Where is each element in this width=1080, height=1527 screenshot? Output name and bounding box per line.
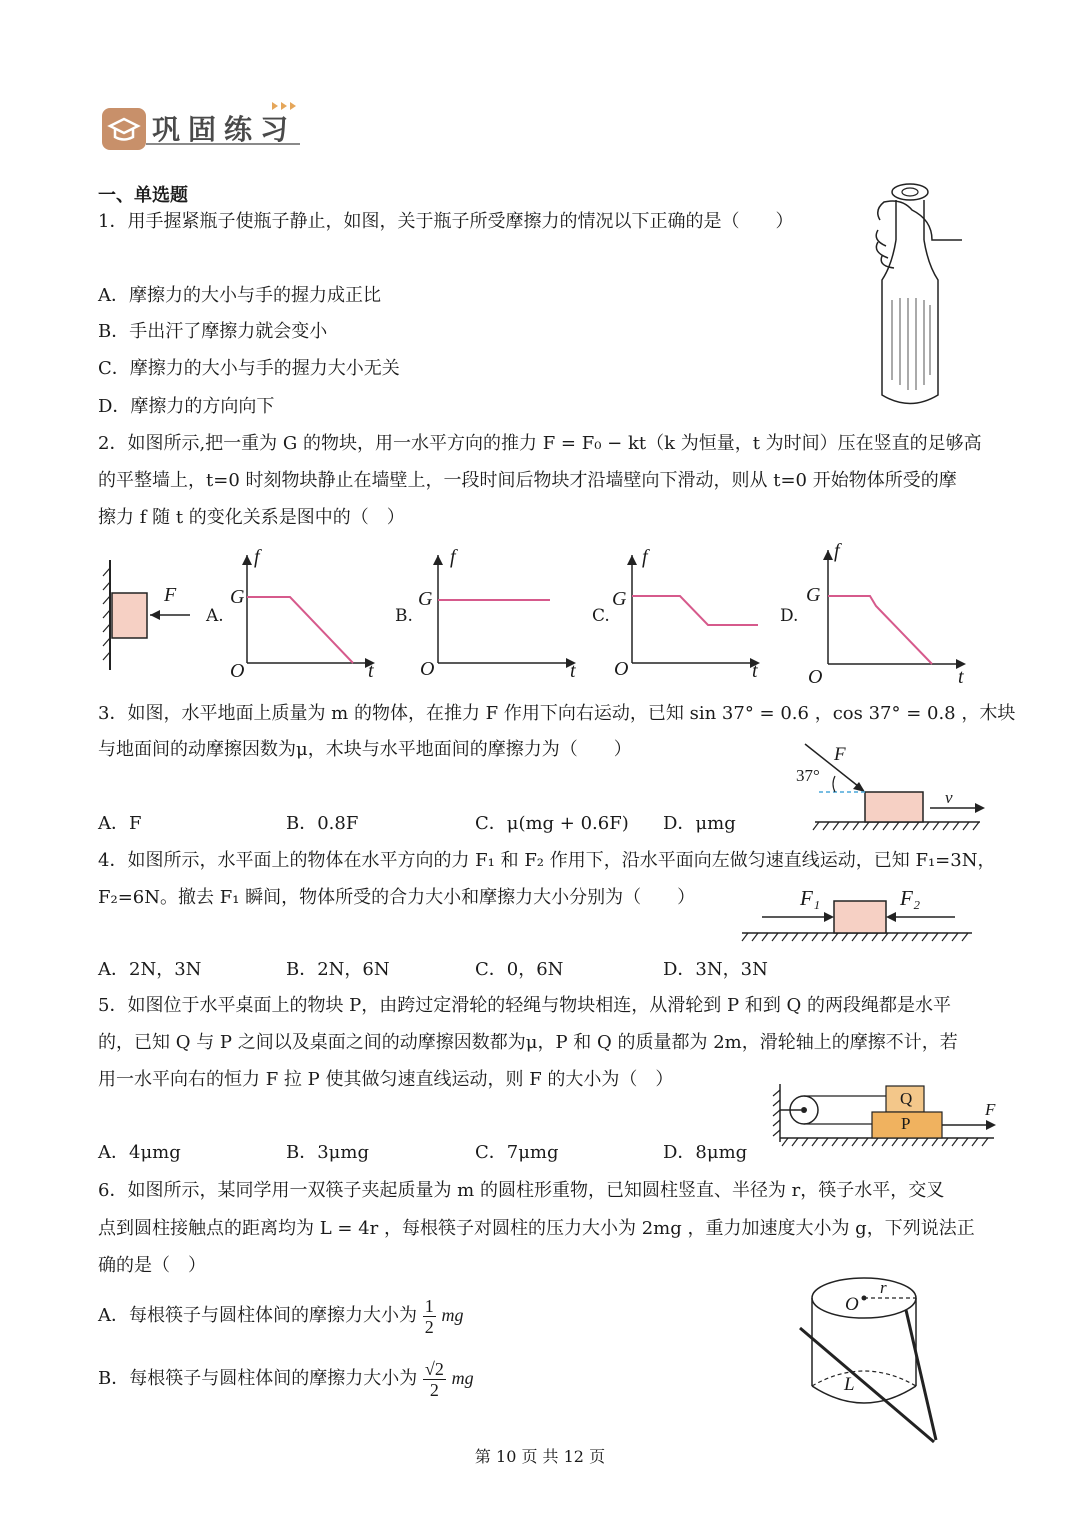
graph-c-origin: O <box>614 658 629 680</box>
q1-option-a: A．摩擦力的大小与手的握力成正比 <box>98 285 381 306</box>
q1-option-d: D．摩擦力的方向向下 <box>98 396 275 417</box>
q3-option-c: C．μ(mg + 0.6F) <box>475 813 629 834</box>
q6-option-a <box>98 1295 463 1337</box>
graph-c-option: C. <box>592 606 610 626</box>
q1-option-c: C．摩擦力的大小与手的握力大小无关 <box>98 358 400 379</box>
q6-option-a-unit: mg <box>441 1305 464 1325</box>
q5-force-label: F <box>985 1100 996 1119</box>
q6-center-label: O <box>845 1294 859 1315</box>
pulley-figure <box>772 1082 1002 1152</box>
q3-option-b: B．0.8F <box>286 813 359 834</box>
graph-d-x-label: t <box>958 666 964 688</box>
q5-option-c: C．7μmg <box>475 1142 559 1163</box>
q6-option-b-unit: mg <box>451 1368 474 1388</box>
section-header <box>100 100 310 152</box>
q5-line-2: 的，已知 Q 与 P 之间以及桌面之间的动摩擦因数都为μ，P 和 Q 的质量都为 2m，滑轮轴上的摩擦不计，若 <box>98 1032 958 1053</box>
graph-a-origin: O <box>230 660 245 682</box>
graph-c-g-label: G <box>612 588 627 610</box>
q1-stem: 1．用手握紧瓶子使瓶子静止，如图，关于瓶子所受摩擦力的情况以下正确的是（ ） <box>98 211 794 232</box>
q3-line-2: 与地面间的动摩擦因数为μ，木块与水平地面间的摩擦力为（ ） <box>98 739 632 760</box>
graph-d-g-label: G <box>806 584 821 606</box>
wall-block-figure <box>100 560 200 670</box>
graph-b-x-label: t <box>570 660 576 682</box>
q6-option-b-denominator: 2 <box>429 1379 439 1400</box>
q6-option-a-denominator: 2 <box>424 1316 434 1337</box>
q2-line-3: 擦力 f 随 t 的变化关系是图中的（ ） <box>98 507 405 528</box>
q5-q-label: Q <box>900 1089 913 1108</box>
graph-a-g-label: G <box>230 586 245 608</box>
graph-d-option: D. <box>780 606 799 626</box>
q4-f2-label: F₂ <box>900 886 921 910</box>
q5-line-3: 用一水平向右的恒力 F 拉 P 使其做匀速直线运动，则 F 的大小为（ ） <box>98 1069 674 1090</box>
q6-option-b <box>98 1358 474 1400</box>
q6-line-1: 6．如图所示，某同学用一双筷子夹起质量为 m 的圆柱形重物，已知圆柱竖直、半径为 r，筷子水平，交叉 <box>98 1180 945 1201</box>
q6-option-b-text: B．每根筷子与圆柱体间的摩擦力大小为 <box>98 1368 418 1389</box>
q6-line-3: 确的是（ ） <box>98 1255 206 1276</box>
graph-b-option: B. <box>395 606 413 626</box>
graph-c-y-label: f <box>642 546 648 568</box>
q2-force-label: F <box>164 584 177 606</box>
graph-b-y-label: f <box>450 546 456 568</box>
q4-line-1: 4．如图所示，水平面上的物体在水平方向的力 F₁ 和 F₂ 作用下，沿水平面向左做匀速直线运动，已知 F₁=3N， <box>98 850 996 871</box>
header-title: 巩固练习 <box>152 113 297 146</box>
q6-option-a-fraction <box>423 1296 436 1337</box>
q6-radius-label: r <box>880 1278 887 1297</box>
q5-option-b: B．3μmg <box>286 1142 369 1163</box>
q4-option-b: B．2N，6N <box>286 959 390 980</box>
q3-option-a: A．F <box>98 813 142 834</box>
q4-option-c: C．0，6N <box>475 959 564 980</box>
graph-b-g-label: G <box>418 588 433 610</box>
q5-p-label: P <box>901 1114 911 1133</box>
section-title: 一、单选题 <box>98 185 188 206</box>
q6-line-2: 点到圆柱接触点的距离均为 L = 4r ，每根筷子对圆柱的压力大小为 2mg ，重力加速度大小为 g，下列说法正 <box>98 1218 975 1239</box>
bottle-figure <box>872 180 972 410</box>
graduation-cap-icon <box>102 108 146 150</box>
q5-option-a: A．4μmg <box>98 1142 181 1163</box>
q2-line-2: 的平整墙上，t=0 时刻物块静止在墙壁上，一段时间后物块才沿墙壁向下滑动，则从 t=0 开始物体所受的摩 <box>98 470 957 491</box>
graph-d-y-label: f <box>834 540 840 562</box>
q5-option-d: D．8μmg <box>663 1142 748 1163</box>
q2-line-1: 2．如图所示,把一重为 G 的物块，用一水平方向的推力 F = F₀ − kt（k 为恒量，t 为时间）压在竖直的足够高 <box>98 433 982 454</box>
incline-push-figure <box>805 742 985 832</box>
q1-option-b: B．手出汗了摩擦力就会变小 <box>98 321 328 342</box>
graph-b <box>436 555 586 675</box>
q4-option-d: D．3N，3N <box>663 959 768 980</box>
q4-line-2: F₂=6N。撤去 F₁ 瞬间，物体所受的合力大小和摩擦力大小分别为（ ） <box>98 887 696 908</box>
q6-option-a-text: A．每根筷子与圆柱体间的摩擦力大小为 <box>98 1305 417 1326</box>
q6-length-label: L <box>844 1374 855 1395</box>
graph-b-origin: O <box>420 658 435 680</box>
page-number: 第 10 页 共 12 页 <box>474 1447 606 1466</box>
graph-c <box>630 555 770 675</box>
graph-a-x-label: t <box>368 660 374 682</box>
graph-a <box>245 555 385 675</box>
q3-option-d: D．μmg <box>663 813 736 834</box>
graph-d <box>826 550 976 675</box>
graph-d-origin: O <box>808 666 823 688</box>
q4-f1-label: F₁ <box>800 886 821 910</box>
q5-line-1: 5．如图位于水平桌面上的物块 P，由跨过定滑轮的轻绳与物块相连，从滑轮到 P 和到 Q 的两段绳都是水平 <box>98 995 952 1016</box>
q6-option-b-numerator: √2 <box>424 1358 444 1379</box>
q6-option-b-fraction <box>423 1359 446 1400</box>
q3-velocity-label: v <box>945 788 953 807</box>
graph-a-option: A. <box>206 606 224 626</box>
q3-angle-label: 37° <box>796 766 820 785</box>
graph-a-y-label: f <box>254 546 260 568</box>
q6-option-a-numerator: 1 <box>424 1295 434 1316</box>
q3-force-label: F <box>834 744 846 765</box>
q3-line-1: 3．如图，水平地面上质量为 m 的物体，在推力 F 作用下向右运动，已知 sin 37° = 0.6 ，cos 37° = 0.8 ，木块 <box>98 703 1016 724</box>
cylinder-chopsticks-figure <box>796 1270 946 1450</box>
two-forces-figure <box>740 893 980 953</box>
q4-option-a: A．2N，3N <box>98 959 202 980</box>
graph-c-x-label: t <box>752 660 758 682</box>
